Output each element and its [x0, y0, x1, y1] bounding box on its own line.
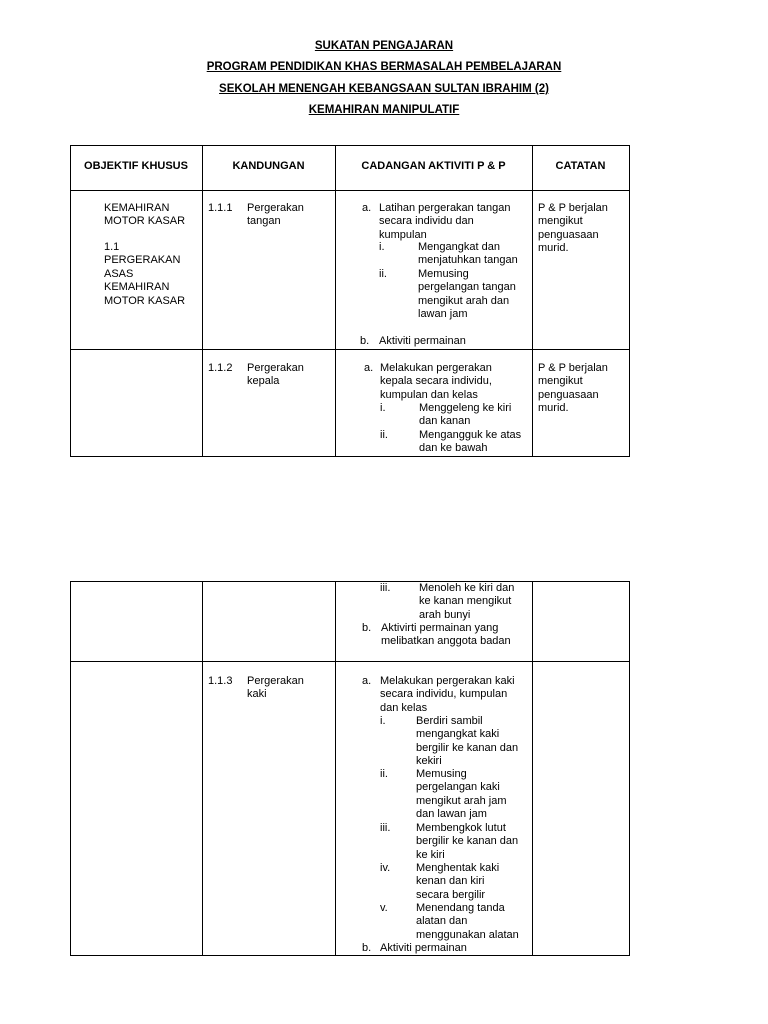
- header-cadangan-aktiviti: CADANGAN AKTIVITI P & P: [361, 160, 506, 172]
- document-title: SUKATAN PENGAJARAN: [314, 40, 454, 52]
- sub-marker-i: i.: [380, 715, 386, 727]
- sub-marker-iii: iii.: [380, 582, 391, 594]
- sub-v-text: Menendang tanda alatan dan menggunakan alatan: [416, 902, 519, 941]
- activity-marker-b: b.: [362, 622, 372, 634]
- activity-marker-a: a.: [362, 675, 372, 687]
- activity-b-text: Aktivirti permainan yang melibatkan anggota badan: [381, 622, 511, 648]
- kandungan-text: Pergerakan kaki: [247, 675, 304, 701]
- kandungan-number: 1.1.2: [208, 362, 233, 374]
- header-kandungan: KANDUNGAN: [232, 160, 305, 172]
- sub-ii-text: Memusing pergelangan kaki mengikut arah jam dan lawan jam: [416, 768, 507, 821]
- kandungan-number: 1.1.3: [208, 675, 233, 687]
- objektif-kemahiran-motor-kasar: KEMAHIRAN MOTOR KASAR: [104, 202, 186, 228]
- catatan-text: P & P berjalan mengikut penguasaan murid.: [538, 362, 608, 415]
- school-title: SEKOLAH MENENGAH KEBANGSAAN SULTAN IBRAHIM (2): [219, 83, 549, 95]
- catatan-text: P & P berjalan mengikut penguasaan murid.: [538, 202, 608, 255]
- sub-marker-i: i.: [380, 402, 386, 414]
- kandungan-number: 1.1.1: [208, 202, 233, 214]
- sub-ii-text: Memusing pergelangan tangan mengikut arah dan lawan jam: [418, 268, 516, 321]
- sub-ii-text: Mengangguk ke atas dan ke bawah: [419, 429, 522, 455]
- sub-marker-i: i.: [379, 241, 385, 253]
- sub-marker-iv: iv.: [380, 862, 391, 874]
- sub-i-text: Mengangkat dan menjatuhkan tangan: [418, 241, 518, 267]
- activity-marker-b: b.: [360, 335, 370, 347]
- activity-b-text: Aktiviti permainan: [380, 942, 467, 954]
- sub-marker-iii: iii.: [380, 822, 391, 834]
- skill-title: KEMAHIRAN MANIPULATIF: [308, 104, 460, 116]
- header-catatan: CATATAN: [555, 160, 606, 172]
- sub-marker-v: v.: [380, 902, 388, 914]
- kandungan-text: Pergerakan kepala: [247, 362, 304, 388]
- header-objektif-khusus: OBJEKTIF KHUSUS: [84, 160, 188, 172]
- kandungan-text: Pergerakan tangan: [247, 202, 304, 228]
- activity-a-text: Melakukan pergerakan kepala secara individu, kumpulan dan kelas: [380, 362, 492, 401]
- sub-iii-text: Membengkok lutut bergilir ke kanan dan ke kiri: [416, 822, 519, 861]
- activity-marker-a: a.: [364, 362, 374, 374]
- objektif-pergerakan-asas: 1.1 PERGERAKAN ASAS KEMAHIRAN MOTOR KASAR: [104, 241, 186, 307]
- program-title: PROGRAM PENDIDIKAN KHAS BERMASALAH PEMBELAJARAN: [206, 61, 562, 73]
- activity-marker-a: a.: [362, 202, 372, 214]
- sub-i-text: Menggeleng ke kiri dan kanan: [419, 402, 512, 428]
- activity-b-text: Aktiviti permainan: [379, 335, 466, 347]
- sub-i-text: Berdiri sambil mengangkat kaki bergilir ke kanan dan kekiri: [416, 715, 519, 768]
- sub-iv-text: Menghentak kaki kenan dan kiri secara bergilir: [416, 862, 500, 901]
- activity-a-text: Latihan pergerakan tangan secara individu dan kumpulan: [379, 202, 511, 241]
- sub-iii-text: Menoleh ke kiri dan ke kanan mengikut arah bunyi: [419, 582, 515, 621]
- sub-marker-ii: ii.: [380, 768, 388, 780]
- sub-marker-ii: ii.: [380, 429, 388, 441]
- activity-a-text: Melakukan pergerakan kaki secara individu, kumpulan dan kelas: [380, 675, 515, 714]
- activity-marker-b: b.: [362, 942, 372, 954]
- sub-marker-ii: ii.: [379, 268, 387, 280]
